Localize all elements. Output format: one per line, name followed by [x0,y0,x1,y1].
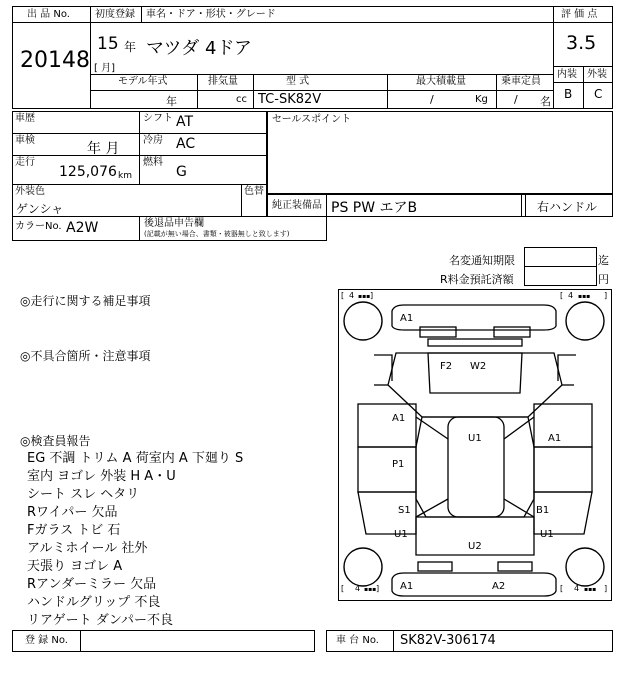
damage-code: A1 [392,413,406,424]
damage-code: U1 [394,529,408,540]
mileage-label: 走行 [15,157,35,168]
svg-text:▪▪▪: ▪▪▪ [364,586,377,593]
rear-door-right [534,447,592,492]
driving-notes-label: ◎走行に関する補足事項 [20,294,151,308]
displacement-label: 排気量 [208,76,238,87]
tire-tag-text: 4 [349,291,355,300]
damage-code: U1 [540,529,554,540]
fuel-label: 燃料 [143,157,163,168]
headlight-left [420,327,456,337]
svg-text:]: ] [376,584,380,593]
inspection-value: 年 月 [87,141,120,157]
damage-code: A1 [400,581,414,592]
car-description-label: 車名・ドア・形状・グレード [146,9,276,20]
rating-score: 3.5 [566,32,597,54]
name-change-label: 名変通知期限 [449,254,515,267]
first-registration-year: 15 [97,34,119,54]
roof [416,417,534,517]
inspector-line: リアゲート ダンパー不良 [27,613,173,628]
aircon-value: AC [176,136,196,152]
inspector-line: アルミホイール 社外 [27,541,148,556]
front-bumper [392,305,556,330]
aircon-label: 冷房 [143,135,163,146]
selling-points-label: セールスポイント [272,114,352,125]
recycle-label: R料金預託済額 [440,273,514,286]
inspector-line: Fガラス トビ 石 [27,523,121,538]
lot-number-label: 出 品 No. [27,9,70,20]
registration-label: 登 録 No. [25,635,68,646]
rear-door-left [358,447,416,492]
rear-bumper [392,573,556,596]
tire-tag-text: 4 [355,584,361,593]
windshield [428,353,522,393]
first-registration-label: 初度登録 [95,9,135,20]
front-grille [428,339,522,346]
rear-lamp-left [418,562,452,571]
svg-text:]: ] [604,291,608,300]
damage-code: A2 [492,581,506,592]
genuine-equipment-label: 純正装備品 [272,200,322,211]
tire-tag [341,291,373,300]
max-load-unit: Kg [475,94,488,105]
damage-code: P1 [392,459,405,470]
inspection-label: 車検 [15,135,35,146]
max-load-label: 最大積載量 [416,76,466,87]
inspector-line: 天張り ヨゴレ A [27,559,123,574]
svg-text:[: [ [560,584,564,593]
exterior-color-value: ゲンシャ [16,202,64,216]
exterior-grade: C [594,87,603,101]
car-name: マツダ 4ドア [146,38,252,59]
chassis-value: SK82V-306174 [400,633,496,648]
chassis-label: 車 台 No. [336,635,379,646]
damage-code: S1 [398,505,411,516]
inspector-line: Rワイパー 欠品 [27,505,118,520]
wheel-rear-left [344,548,382,586]
inspector-label: ◎検査員報告 [20,434,91,448]
svg-text:]: ] [370,291,374,300]
max-load-slash: / [430,93,434,106]
svg-text:]: ] [604,584,608,593]
inspector-line: EG 不調 トリム A 荷室内 A 下廻り S [27,451,244,466]
repaint-label: 色替 [244,186,264,197]
model-year-label: モデル年式 [118,76,168,87]
svg-text:[: [ [341,584,345,593]
front-door-left [358,404,416,447]
damage-code: B1 [536,505,550,516]
vehicle-damage-diagram [338,289,612,601]
tire-tag-text: 4 [568,291,574,300]
model-year-unit: 年 [166,95,177,108]
rear-lamp-right [498,562,532,571]
exterior-color-label: 外装色 [15,186,45,197]
mileage-unit: km [118,171,132,181]
tire-tag [560,291,607,300]
svg-text:▪▪▪: ▪▪▪ [358,293,371,300]
year-unit: 年 [124,40,137,54]
wheel-rear-right [566,548,604,586]
front-door-right [534,404,592,447]
svg-text:[: [ [560,291,564,300]
shift-value: AT [176,114,194,130]
exterior-label: 外装 [587,69,607,80]
displacement-unit: cc [236,94,247,105]
aftermarket-note: (記載が無い場合、書類・被器無しと致します) [144,230,290,238]
damage-code: U2 [468,541,482,552]
recycle-input [524,266,597,286]
mileage-value: 125,076 [59,164,117,180]
recycle-unit: 円 [598,273,609,286]
genuine-equipment-value: PS PW エアB [331,200,418,216]
inspector-line: シート スレ ヘタリ [27,487,140,502]
month-placeholder: [ 月] [94,63,115,74]
inspector-line: 室内 ヨゴレ 外装 H A・U [27,469,176,484]
inspector-line: ハンドルグリップ 不良 [27,595,161,610]
history-label: 車歴 [15,113,35,124]
interior-label: 内装 [557,69,577,80]
color-number-label: カラーNo. [15,221,62,232]
damage-code: A1 [548,433,562,444]
damage-code: W2 [470,361,487,372]
lot-number: 20148 [20,48,90,73]
wheel-front-left [344,302,382,340]
fuel-value: G [176,164,187,180]
capacity-slash: / [514,93,518,106]
model-code: TC-SK82V [258,92,322,107]
shift-label: シフト [143,113,173,124]
rating-label: 評 価 点 [561,9,598,20]
damage-code: F2 [440,361,453,372]
damage-code: A1 [400,313,414,324]
model-type-label: 型 式 [286,76,310,87]
interior-grade: B [564,87,573,101]
wheel-front-right [566,302,604,340]
svg-text:▪▪▪: ▪▪▪ [584,586,597,593]
headlight-right [494,327,530,337]
damage-code: U1 [468,433,482,444]
svg-text:[: [ [341,291,345,300]
inspector-line: Rアンダーミラー 欠品 [27,577,157,592]
svg-text:▪▪▪: ▪▪▪ [578,293,591,300]
steering-value: 右ハンドル [537,200,598,214]
color-number-value: A2W [66,220,99,236]
capacity-unit: 名 [540,95,551,108]
roof-panel [448,417,504,517]
defects-label: ◎不具合箇所・注意事項 [20,349,151,363]
capacity-label: 乗車定員 [501,76,541,87]
name-change-input [524,247,597,267]
aftermarket-label: 後退品申告欄 [144,218,204,229]
tire-tag-text: 4 [574,584,580,593]
name-change-unit: 迄 [598,254,609,267]
